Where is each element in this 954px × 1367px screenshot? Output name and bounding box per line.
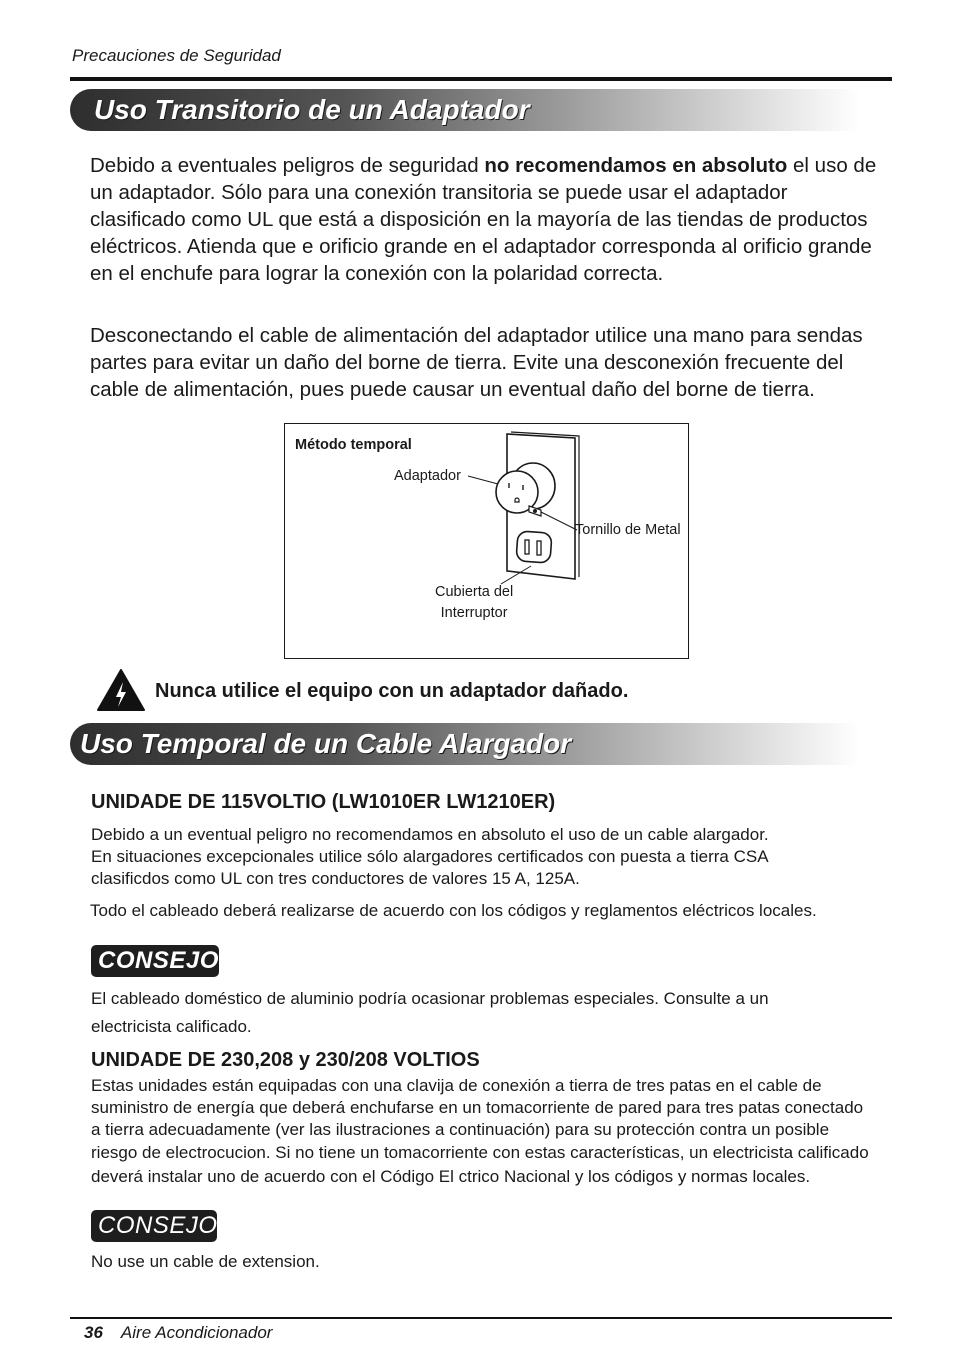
subhead-230-volt: UNIDADE DE 230,208 y 230/208 VOLTIOS [91, 1049, 480, 1071]
consejo-1-line: El cableado doméstico de aluminio podría ocasionar problemas especiales. Consulte a un [91, 989, 769, 1008]
adaptor-disconnect-paragraph: Desconectando el cable de alimentación del adaptador utilice una mano para sendas partes para evitar un daño del borne de tierra. Evite una desconexión frecuente del cable de alimentación, pues puede causar un eventual daño del borne de tierra. [90, 324, 863, 401]
consejo-label: CONSEJO [98, 1212, 218, 1239]
para-115-line: clasificdos como UL con tres conductores de valores 15 A, 125A. [91, 869, 580, 888]
running-header: Precauciones de Seguridad [72, 46, 281, 65]
para-230-line: riesgo de electrocucion. Si no tiene un tomacorriente con estas características, un electricista calificado [91, 1143, 869, 1162]
consejo-label: CONSEJO [98, 947, 219, 974]
section-banner-cable [70, 723, 860, 765]
intro-text-end: el uso de un adaptador. Sólo para una conexión transitoria se puede usar el adaptador clasificado como UL que está a disposición en la mayoría de las tiendas de productos eléctricos. Atienda que e orificio grande en el adaptador corresponda al orificio grande en el enchufe para lograr la conexión con la polaridad correcta. [90, 154, 877, 285]
figure-label-screw: Tornillo de Metal [575, 522, 681, 538]
para-230-line: a tierra adecuadamente (ver las ilustraciones a continuación) para su protección contra un posible [91, 1120, 830, 1139]
adaptor-illustration [285, 424, 690, 660]
figure-label-cover-line2: Interruptor [440, 605, 508, 621]
para-115-line: En situaciones excepcionales utilice sólo alargadores certificados con puesta a tierra CSA [91, 847, 769, 866]
figure-label-cover [435, 582, 513, 624]
section-title-adaptor: Uso Transitorio de un Adaptador [94, 94, 530, 125]
consejo-1-line: electricista calificado. [91, 1017, 252, 1036]
section-title-cable: Uso Temporal de un Cable Alargador [80, 728, 572, 759]
page-number: 36 [84, 1323, 103, 1342]
consejo-2-line: No use un cable de extension. [91, 1252, 320, 1271]
intro-text-bold: no recomendamos en absoluto [484, 154, 788, 177]
para-115-line: Debido a un eventual peligro no recomendamos en absoluto el uso de un cable alargador. [91, 825, 769, 844]
header-rule [70, 77, 892, 81]
figure-title: Método temporal [295, 437, 412, 453]
section-banner-adaptor [70, 89, 860, 131]
page-footer [84, 1323, 272, 1343]
lightning-warning-icon [96, 668, 146, 712]
para-230-line: suministro de energía que deberá enchufarse en un tomacorriente de pared para tres patas conectado [91, 1098, 864, 1117]
figure-label-adaptor: Adaptador [394, 468, 461, 484]
para-230-line: Estas unidades están equipadas con una clavija de conexión a tierra de tres patas en el cable de [91, 1076, 822, 1095]
consejo-badge [91, 945, 219, 977]
subhead-115-volt: UNIDADE DE 115VOLTIO (LW1010ER LW1210ER) [91, 791, 556, 813]
footer-product: Aire Acondicionador [120, 1323, 273, 1342]
footer-rule [70, 1317, 892, 1319]
adaptor-intro-paragraph [90, 152, 880, 287]
wiring-note: Todo el cableado deberá realizarse de acuerdo con los códigos y reglamentos eléctricos locales. [90, 901, 817, 920]
intro-text-start: Debido a eventuales peligros de seguridad [90, 154, 485, 177]
para-230-line: deverá instalar uno de acuerdo con el Código El ctrico Nacional y los códigos y normas locales. [91, 1167, 811, 1186]
warning-text: Nunca utilice el equipo con un adaptador dañado. [155, 680, 629, 702]
figure-label-cover-line1: Cubierta del [435, 584, 514, 600]
consejo-badge [91, 1210, 217, 1242]
adaptor-figure [284, 423, 689, 659]
